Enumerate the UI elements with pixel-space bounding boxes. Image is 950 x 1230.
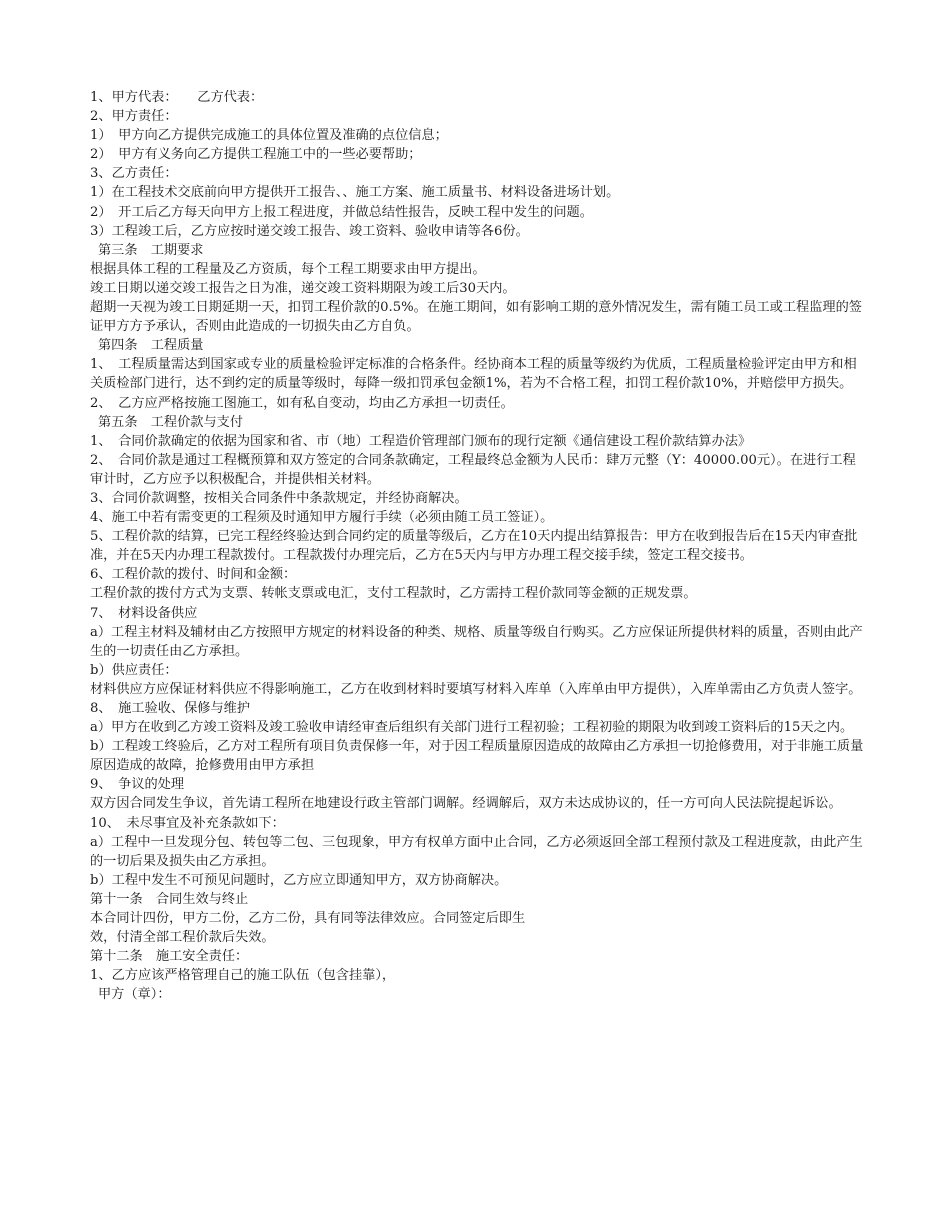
text-line: 2、甲方责任： xyxy=(90,109,178,125)
text-line: a）工程主材料及辅材由乙方按照甲方规定的材料设备的种类、规格、质量等级自行购买。乙方应保证所提供材料的质量，否则由此产生的一切责任由乙方承担。 xyxy=(90,624,863,659)
text-line: 9、 争议的处理 xyxy=(90,777,185,793)
text-line: b）工程竣工终验后，乙方对工程所有项目负责保修一年，对于因工程质量原因造成的故障由乙方承担一切抢修费用，对于非施工质量原因造成的故障，抢修费用由甲方承担 xyxy=(90,739,864,774)
text-line: 本合同计四份，甲方二份，乙方二份，具有同等法律效应。合同签定后即生 xyxy=(90,911,526,927)
text-line: 超期一天视为竣工日期延期一天，扣罚工程价款的0.5%。在施工期间，如有影响工期的意外情况发生，需有随工员工或工程监理的签证甲方方予承认，否则由此造成的一切损失由乙方自负。 xyxy=(90,300,862,335)
text-line: 5、工程价款的结算，已完工程经终验达到合同约定的质量等级后，乙方在10天内提出结算报告：甲方在收到报告后在15天内审查批准，并在5天内办理工程款拨付。工程款拨付办理完后，乙方在5天内与甲方办理工程交接手续，签定工程交接书。 xyxy=(90,529,858,564)
text-line: 2） 开工后乙方每天向甲方上报工程进度，并做总结性报告，反映工程中发生的问题。 xyxy=(90,204,593,220)
text-line: 1）在工程技术交底前向甲方提供开工报告、、施工方案、施工质量书、材料设备进场计划。 xyxy=(90,185,620,201)
text-line: 3）工程竣工后，乙方应按时递交竣工报告、竣工资料、验收申请等各6份。 xyxy=(90,223,529,239)
text-line: b）工程中发生不可预见问题时，乙方应立即通知甲方，双方协商解决。 xyxy=(90,872,508,888)
text-line: 第十二条 施工安全责任： xyxy=(90,949,249,965)
text-line: a）工程中一旦发现分包、转包等二包、三包现象，甲方有权单方面中止合同，乙方必须返回全部工程预付款及工程进度款，由此产生的一切后果及损失由乙方承担。 xyxy=(90,834,863,869)
text-line: 第四条 工程质量 xyxy=(98,338,204,354)
text-line: 1、 工程质量需达到国家或专业的质量检验评定标准的合格条件。经协商本工程的质量等级约为优质，工程质量检验评定由甲方和相关质检部门进行，达不到约定的质量等级时，每降一级扣罚承包金额1%，若为不合格工程，扣罚工程价款10%，并赔偿甲方损失。 xyxy=(90,357,857,392)
text-line: 6、工程价款的拨付、时间和金额： xyxy=(90,567,297,583)
text-line: 第五条 工程价款与支付 xyxy=(98,414,244,430)
text-line: 1） 甲方向乙方提供完成施工的具体位置及准确的点位信息； xyxy=(90,128,448,144)
text-line: 甲方（章）： xyxy=(98,987,171,1003)
text-line: 3、乙方责任： xyxy=(90,166,178,182)
text-line: a）甲方在收到乙方竣工资料及竣工验收申请经审查后组织有关部门进行工程初验；工程初验的期限为收到竣工资料后的15天之内。 xyxy=(90,720,854,736)
text-line: 工程价款的拨付方式为支票、转帐支票或电汇，支付工程款时，乙方需持工程价款同等金额的正规发票。 xyxy=(90,586,697,602)
text-line: 4、施工中若有需变更的工程须及时通知甲方履行手续（必须由随工员工签证）。 xyxy=(90,510,554,526)
text-line: 7、 材料设备供应 xyxy=(90,605,198,621)
text-line: 2） 甲方有义务向乙方提供工程施工中的一些必要帮助； xyxy=(90,147,422,163)
text-line: 材料供应方应保证材料供应不得影响施工，乙方在收到材料时要填写材料入库单（入库单由甲方提供），入库单需由乙方负责人签字。 xyxy=(90,681,862,697)
text-line: 2、 合同价款是通过工程概预算和双方签定的合同条款确定，工程最终总金额为人民币：肆万元整（Y：40000.00元）。在进行工程审计时，乙方应予以积极配合，并提供相关材料。 xyxy=(90,452,856,487)
text-line: b）供应责任： xyxy=(90,662,178,678)
text-line: 8、 施工验收、保修与维护 xyxy=(90,701,251,716)
text-line: 10、 未尽事宜及补充条款如下： xyxy=(90,815,285,831)
text-line: 双方因合同发生争议，首先请工程所在地建设行政主管部门调解。经调解后，双方未达成协议的，任一方可向人民法院提起诉讼。 xyxy=(90,796,842,812)
text-line: 3、合同价款调整，按相关合同条件中条款规定，并经协商解决。 xyxy=(90,490,468,506)
text-line: 竣工日期以递交竣工报告之日为准，递交竣工资料期限为竣工后30天内。 xyxy=(90,280,516,296)
text-line: 1、乙方应该严格管理自己的施工队伍（包含挂靠）， xyxy=(90,968,396,984)
text-line: 效，付清全部工程价款后失效。 xyxy=(90,930,275,946)
text-line: 2、 乙方应严格按施工图施工，如有私自变动，均由乙方承担一切责任。 xyxy=(90,395,514,411)
text-line: 第三条 工期要求 xyxy=(98,242,204,258)
text-line: 第十一条 合同生效与终止 xyxy=(90,891,249,907)
text-line: 1、 合同价款确定的依据为国家和省、市（地）工程造价管理部门颁布的现行定额《通信建设工程价款结算办法》 xyxy=(90,433,752,449)
text-line: 根据具体工程的工程量及乙方资质，每个工程工期要求由甲方提出。 xyxy=(90,261,486,277)
text-line: 1、甲方代表： 乙方代表： xyxy=(90,90,264,105)
